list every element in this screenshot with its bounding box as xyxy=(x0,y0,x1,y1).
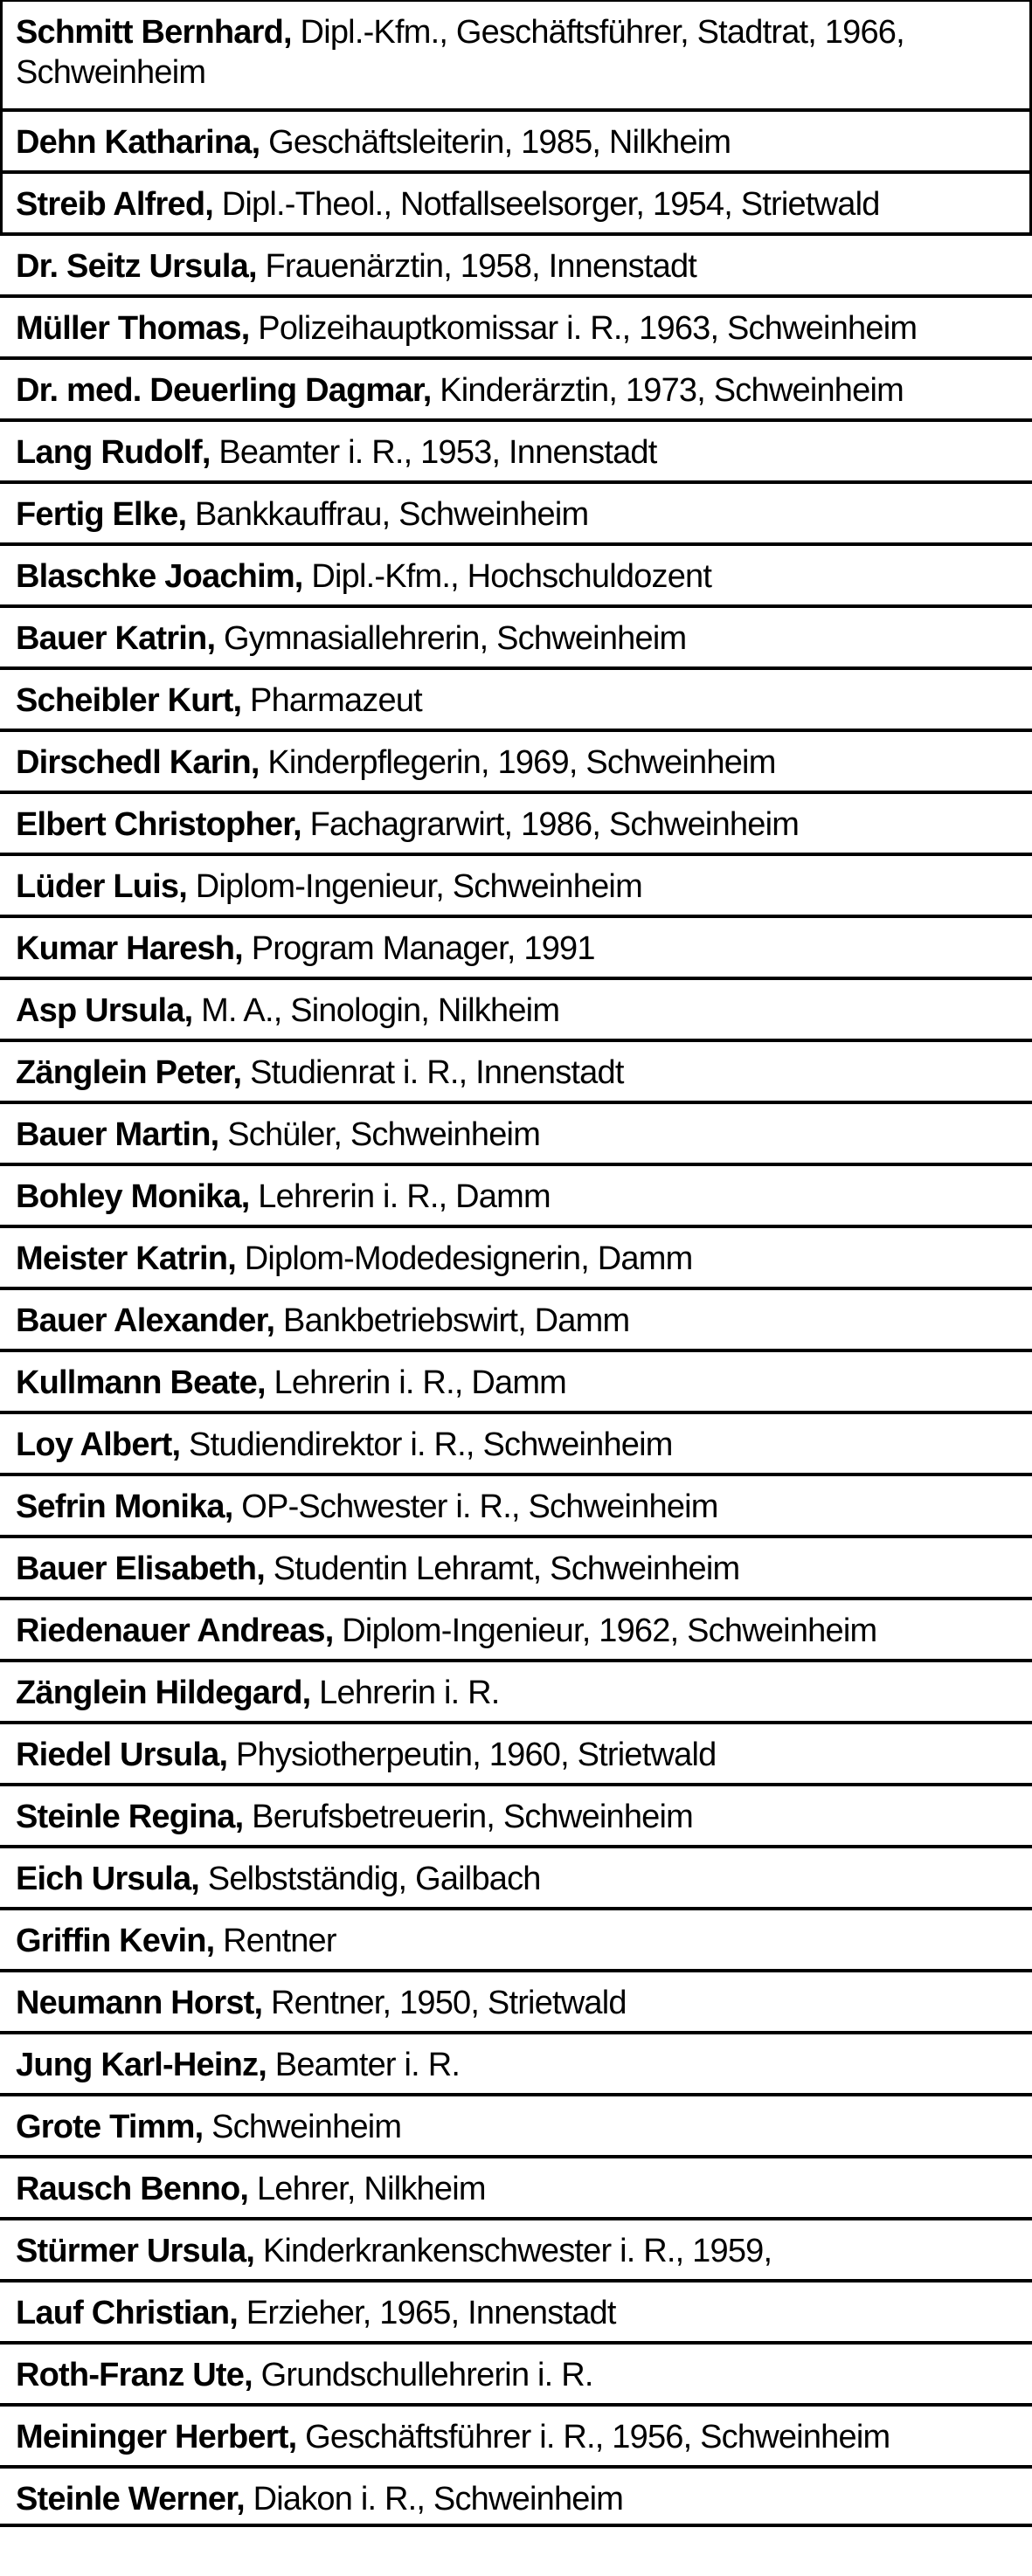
list-item xyxy=(0,604,1032,666)
person-name: Dirschedl Karin, xyxy=(16,744,260,781)
person-name: Lüder Luis, xyxy=(16,868,187,905)
person-details: Selbstständig, Gailbach xyxy=(199,1861,541,1897)
list-item xyxy=(0,2217,1032,2279)
person-details: M. A., Sinologin, Nilkheim xyxy=(192,992,560,1029)
list-item xyxy=(0,1101,1032,1163)
list-item xyxy=(0,356,1032,418)
person-name: Müller Thomas, xyxy=(16,310,250,347)
list-item xyxy=(0,2465,1032,2527)
list-item xyxy=(0,2403,1032,2465)
list-item xyxy=(0,1039,1032,1101)
person-name: Elbert Christopher, xyxy=(16,806,301,843)
person-details: Kinderkrankenschwester i. R., 1959, xyxy=(254,2233,772,2269)
list-item xyxy=(0,1783,1032,1845)
person-name: Steinle Werner, xyxy=(16,2481,245,2517)
list-item xyxy=(0,915,1032,977)
list-item xyxy=(0,1225,1032,1287)
list-item xyxy=(0,2341,1032,2403)
person-name: Lang Rudolf, xyxy=(16,434,211,471)
person-details: Geschäftsleiterin, 1985, Nilkheim xyxy=(260,124,731,161)
person-details: Frauenärztin, 1958, Innenstadt xyxy=(256,248,697,285)
person-details: Bankbetriebswirt, Damm xyxy=(274,1302,630,1339)
person-details: Rentner xyxy=(214,1923,336,1959)
list-item xyxy=(0,1287,1032,1349)
list-item xyxy=(0,1845,1032,1907)
person-details: OP-Schwester i. R., Schweinheim xyxy=(232,1488,718,1525)
person-details: Rentner, 1950, Strietwald xyxy=(262,1985,627,2021)
person-details: Polizeihauptkomissar i. R., 1963, Schweinheim xyxy=(249,310,918,347)
list-item xyxy=(0,542,1032,604)
person-details: Lehrerin i. R., Damm xyxy=(249,1178,551,1215)
person-name: Streib Alfred, xyxy=(16,186,213,223)
person-details: Grundschullehrerin i. R. xyxy=(252,2357,593,2393)
person-details: Studentin Lehramt, Schweinheim xyxy=(264,1550,740,1587)
list-item xyxy=(0,2279,1032,2341)
list-item xyxy=(0,1473,1032,1535)
person-name: Eich Ursula, xyxy=(16,1861,200,1897)
person-name: Scheibler Kurt, xyxy=(16,682,242,719)
person-details: Beamter i. R. xyxy=(267,2047,461,2083)
person-details: Diakon i. R., Schweinheim xyxy=(244,2481,624,2517)
list-item xyxy=(0,2155,1032,2217)
person-details: Diplom-Modedesignerin, Damm xyxy=(235,1240,693,1277)
person-name: Grote Timm, xyxy=(16,2109,204,2145)
list-item xyxy=(0,2093,1032,2155)
list-item xyxy=(0,108,1032,170)
person-details: Kinderärztin, 1973, Schweinheim xyxy=(431,372,904,409)
person-details: Geschäftsführer i. R., 1956, Schweinheim xyxy=(296,2419,890,2455)
person-name: Schmitt Bernhard, xyxy=(16,14,292,51)
list-item xyxy=(0,0,1032,108)
person-details: Bankkauffrau, Schweinheim xyxy=(186,496,589,533)
person-details: Diplom-Ingenieur, 1962, Schweinheim xyxy=(333,1613,877,1649)
person-details: Lehrer, Nilkheim xyxy=(248,2171,486,2207)
person-name: Riedenauer Andreas, xyxy=(16,1613,334,1649)
person-details: Studiendirektor i. R., Schweinheim xyxy=(180,1426,673,1463)
person-details: Kinderpflegerin, 1969, Schweinheim xyxy=(259,744,776,781)
person-name: Jung Karl-Heinz, xyxy=(16,2047,267,2083)
person-name: Bohley Monika, xyxy=(16,1178,250,1215)
list-item xyxy=(0,2031,1032,2093)
list-item xyxy=(0,170,1032,232)
person-name: Bauer Elisabeth, xyxy=(16,1550,265,1587)
person-details: Schweinheim xyxy=(203,2109,402,2145)
person-details: Pharmazeut xyxy=(241,682,422,719)
list-item xyxy=(0,1349,1032,1411)
person-name: Sefrin Monika, xyxy=(16,1488,233,1525)
list-item xyxy=(0,1659,1032,1721)
person-name: Asp Ursula, xyxy=(16,992,193,1029)
list-item xyxy=(0,791,1032,853)
person-name: Bauer Alexander, xyxy=(16,1302,275,1339)
list-item xyxy=(0,1907,1032,1969)
person-name: Steinle Regina, xyxy=(16,1799,244,1835)
person-name: Griffin Kevin, xyxy=(16,1923,215,1959)
person-name: Stürmer Ursula, xyxy=(16,2233,255,2269)
person-details: Beamter i. R., 1953, Innenstadt xyxy=(210,434,657,471)
person-name: Zänglein Peter, xyxy=(16,1054,242,1091)
person-details: Dipl.-Kfm., Hochschuldozent xyxy=(302,558,712,595)
person-name: Neumann Horst, xyxy=(16,1985,263,2021)
person-details: Lehrerin i. R., Damm xyxy=(265,1364,567,1401)
person-details: Schüler, Schweinheim xyxy=(218,1116,541,1153)
list-item xyxy=(0,1721,1032,1783)
person-details: Lehrerin i. R. xyxy=(310,1675,500,1711)
person-details: Berufsbetreuerin, Schweinheim xyxy=(243,1799,694,1835)
list-item xyxy=(0,977,1032,1039)
person-name: Dr. Seitz Ursula, xyxy=(16,248,257,285)
list-item xyxy=(0,1597,1032,1659)
person-details: Program Manager, 1991 xyxy=(242,930,595,967)
person-name: Bauer Martin, xyxy=(16,1116,219,1153)
person-details: Fachagrarwirt, 1986, Schweinheim xyxy=(301,806,800,843)
person-name: Meister Katrin, xyxy=(16,1240,236,1277)
person-details: Dipl.-Theol., Notfallseelsorger, 1954, Strietwald xyxy=(213,186,880,223)
list-item xyxy=(0,418,1032,480)
list-item xyxy=(0,480,1032,542)
list-item xyxy=(0,232,1032,294)
person-name: Zänglein Hildegard, xyxy=(16,1675,311,1711)
list-item xyxy=(0,294,1032,356)
person-name: Blaschke Joachim, xyxy=(16,558,303,595)
list-item xyxy=(0,1969,1032,2031)
person-details: Studienrat i. R., Innenstadt xyxy=(241,1054,624,1091)
list-item xyxy=(0,1535,1032,1597)
person-name: Dr. med. Deuerling Dagmar, xyxy=(16,372,432,409)
person-name: Meininger Herbert, xyxy=(16,2419,297,2455)
list-item xyxy=(0,853,1032,915)
person-name: Kumar Haresh, xyxy=(16,930,243,967)
person-name: Loy Albert, xyxy=(16,1426,181,1463)
person-name: Kullmann Beate, xyxy=(16,1364,266,1401)
person-name: Fertig Elke, xyxy=(16,496,187,533)
person-name: Bauer Katrin, xyxy=(16,620,216,657)
list-item xyxy=(0,1163,1032,1225)
person-details: Diplom-Ingenieur, Schweinheim xyxy=(187,868,642,905)
person-name: Dehn Katharina, xyxy=(16,124,260,161)
list-item xyxy=(0,666,1032,729)
list-item xyxy=(0,729,1032,791)
list-item xyxy=(0,1411,1032,1473)
person-details: Dipl.-Kfm., Geschäftsführer, Stadtrat, 1966, Schweinheim xyxy=(16,14,904,91)
person-details: Erzieher, 1965, Innenstadt xyxy=(238,2295,616,2331)
person-name: Riedel Ursula, xyxy=(16,1737,228,1773)
person-name: Rausch Benno, xyxy=(16,2171,249,2207)
person-details: Gymnasiallehrerin, Schweinheim xyxy=(215,620,687,657)
person-name: Lauf Christian, xyxy=(16,2295,239,2331)
person-details: Physiotherpeutin, 1960, Strietwald xyxy=(227,1737,717,1773)
person-name: Roth-Franz Ute, xyxy=(16,2357,253,2393)
